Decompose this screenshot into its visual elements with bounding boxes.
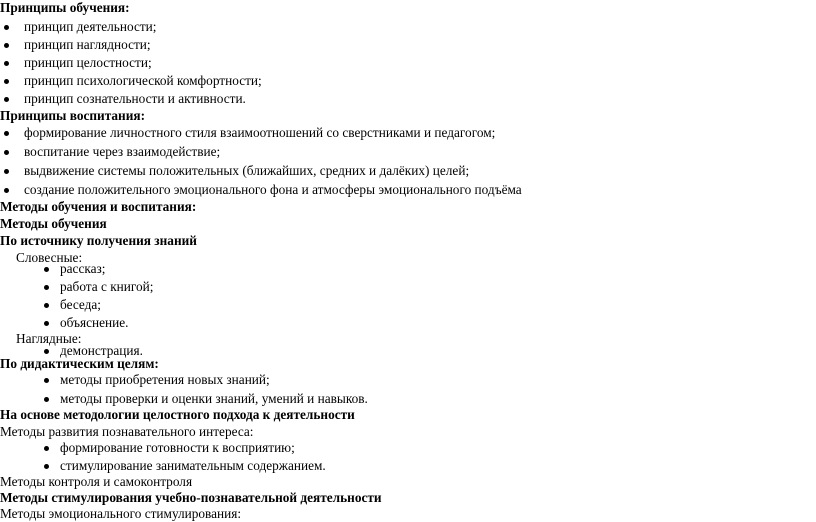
- verbal-label: Словесные:: [16, 250, 83, 265]
- bullet-icon: [4, 43, 9, 48]
- stimulation-heading: Методы стимулирования учебно-познавательной деятельности: [0, 490, 382, 505]
- methods-heading: Методы обучения и воспитания:: [0, 199, 197, 214]
- list-item: беседа;: [60, 297, 101, 312]
- bullet-icon: [44, 464, 49, 469]
- bullet-icon: [44, 267, 49, 272]
- holistic-heading: На основе методологии целостного подхода к деятельности: [0, 407, 355, 422]
- bullet-icon: [4, 25, 9, 30]
- bullet-icon: [44, 321, 49, 326]
- bullet-icon: [44, 303, 49, 308]
- list-item: выдвижение системы положительных (ближайших, средних и далёких) целей;: [24, 163, 470, 178]
- list-item: методы проверки и оценки знаний, умений и навыков.: [60, 391, 368, 406]
- bullet-icon: [44, 397, 49, 402]
- list-item: объяснение.: [60, 315, 129, 330]
- bullet-icon: [44, 349, 49, 354]
- methods-sub-heading: Методы обучения: [0, 216, 107, 231]
- list-item: воспитание через взаимодействие;: [24, 144, 221, 159]
- by-source-heading: По источнику получения знаний: [0, 233, 197, 248]
- bullet-icon: [44, 285, 49, 290]
- bullet-icon: [4, 150, 9, 155]
- bullet-icon: [4, 188, 9, 193]
- bullet-icon: [4, 61, 9, 66]
- list-item: принцип деятельности;: [24, 19, 157, 34]
- emotional-label: Методы эмоционального стимулирования:: [0, 506, 242, 521]
- list-item: рассказ;: [60, 261, 106, 276]
- bullet-icon: [44, 378, 49, 383]
- list-item: принцип психологической комфортности;: [24, 73, 262, 88]
- list-item: формирование готовности к восприятию;: [60, 440, 295, 455]
- list-item: принцип сознательности и активности.: [24, 91, 246, 106]
- list-item: создание положительного эмоционального фона и атмосферы эмоционального подъёма: [24, 182, 522, 197]
- visual-label: Наглядные:: [16, 331, 82, 346]
- control-label: Методы контроля и самоконтроля: [0, 474, 193, 489]
- bullet-icon: [44, 446, 49, 451]
- list-item: стимулирование занимательным содержанием.: [60, 458, 326, 473]
- list-item: принцип наглядности;: [24, 37, 151, 52]
- bullet-icon: [4, 97, 9, 102]
- by-goals-heading: По дидактическим целям:: [0, 356, 159, 371]
- list-item: формирование личностного стиля взаимоотношений со сверстниками и педагогом;: [24, 125, 496, 140]
- principles-learning-heading: Принципы обучения:: [0, 0, 130, 15]
- bullet-icon: [4, 169, 9, 174]
- bullet-icon: [4, 131, 9, 136]
- list-item: методы приобретения новых знаний;: [60, 372, 270, 387]
- principles-upbringing-heading: Принципы воспитания:: [0, 108, 145, 123]
- list-item: работа с книгой;: [60, 279, 154, 294]
- list-item: демонстрация.: [60, 343, 143, 358]
- bullet-icon: [4, 79, 9, 84]
- list-item: принцип целостности;: [24, 55, 152, 70]
- interest-label: Методы развития познавательного интереса:: [0, 424, 254, 439]
